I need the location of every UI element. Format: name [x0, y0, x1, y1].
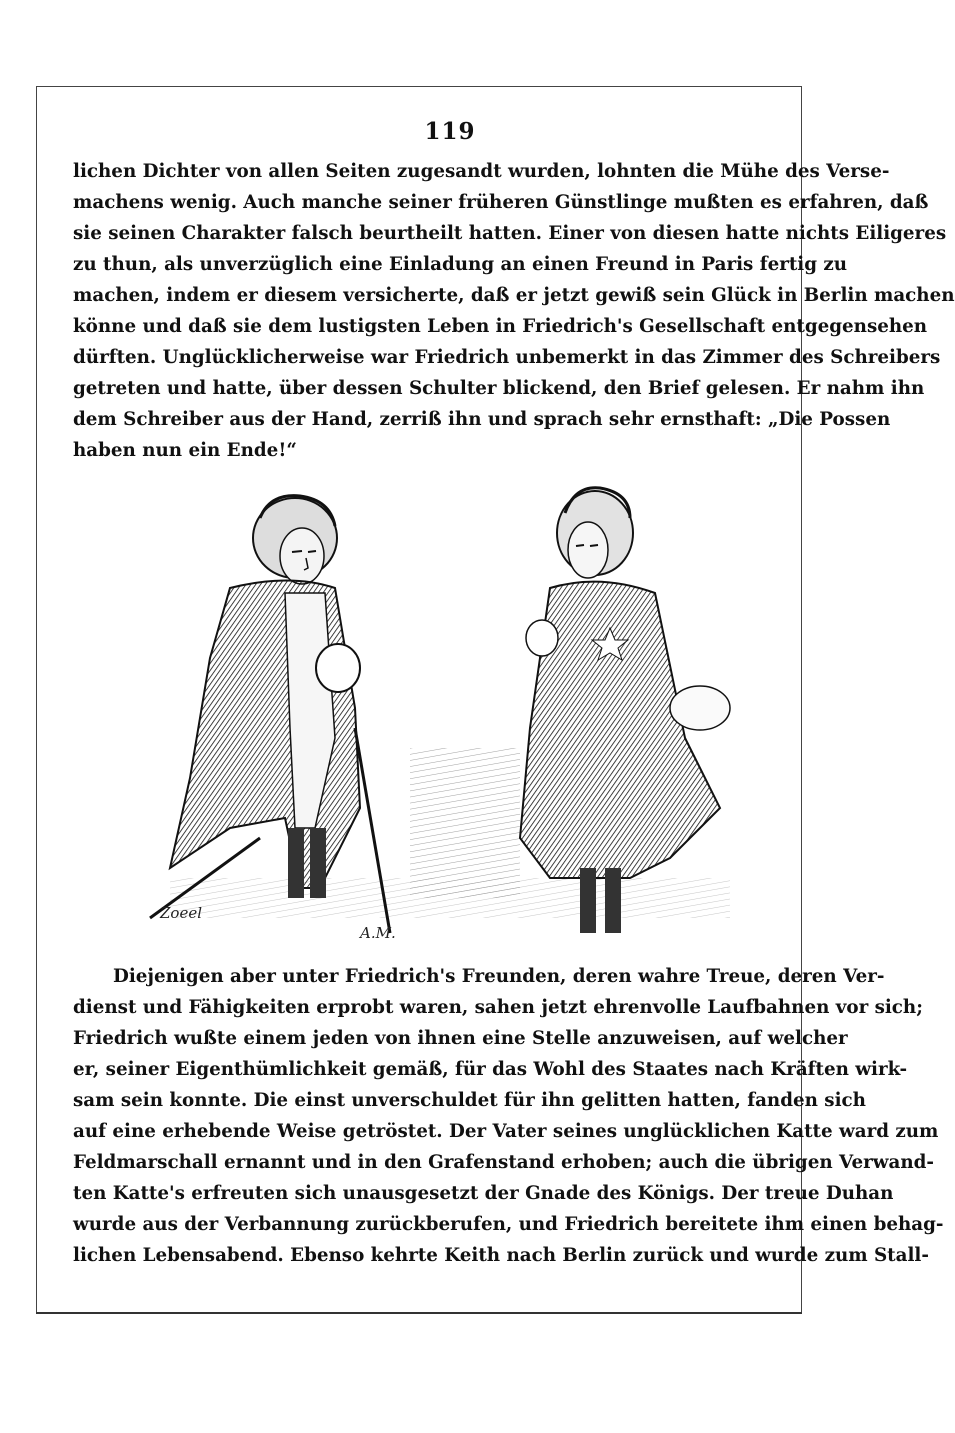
right-figure-young-king: [520, 488, 730, 933]
engraving-illustration: [110, 478, 790, 943]
text-line: auf eine erhebende Weise getröstet. Der Vater seines unglücklichen Katte ward zum: [73, 1121, 939, 1142]
text-line: sie seinen Charakter falsch beurtheilt hatten. Einer von diesen hatte nichts Eiligeres: [73, 223, 947, 244]
paragraph-bottom: [73, 961, 944, 1271]
text-line: machen, indem er diesem versicherte, daß er jetzt gewiß sein Glück in Berlin machen: [73, 285, 955, 306]
paragraph-top: [73, 156, 955, 466]
text-line: dürften. Unglücklicherweise war Friedrich unbemerkt in das Zimmer des Schreibers: [73, 347, 941, 368]
artist-signature-left: Zoeel: [160, 904, 203, 922]
artist-signature-right: A.M.: [360, 924, 396, 942]
text-line: sam sein konnte. Die einst unverschuldet für ihn gelitten hatten, fanden sich: [73, 1090, 866, 1111]
text-line: machens wenig. Auch manche seiner früheren Günstlinge mußten es erfahren, daß: [73, 192, 929, 213]
text-line: ten Katte's erfreuten sich unausgesetzt der Gnade des Königs. Der treue Duhan: [73, 1183, 894, 1204]
page-number: 119: [424, 118, 476, 145]
text-line: haben nun ein Ende!“: [73, 440, 297, 461]
left-figure-old-gentleman: [150, 496, 390, 933]
text-line: er, seiner Eigenthümlichkeit gemäß, für das Wohl des Staates nach Kräften wirk-: [73, 1059, 908, 1080]
text-line: Friedrich wußte einem jeden von ihnen eine Stelle anzuweisen, auf welcher: [73, 1028, 848, 1049]
text-line: dienst und Fähigkeiten erprobt waren, sahen jetzt ehrenvolle Laufbahnen vor sich;: [73, 997, 923, 1018]
text-line: Diejenigen aber unter Friedrich's Freunden, deren wahre Treue, deren Ver-: [113, 966, 885, 987]
text-line: zu thun, als unverzüglich eine Einladung an einen Freund in Paris fertig zu: [73, 254, 848, 275]
text-line: wurde aus der Verbannung zurückberufen, und Friedrich bereitete ihm einen behag-: [73, 1214, 944, 1235]
text-line: lichen Lebensabend. Ebenso kehrte Keith nach Berlin zurück und wurde zum Stall-: [73, 1245, 929, 1266]
text-line: getreten und hatte, über dessen Schulter blickend, den Brief gelesen. Er nahm ihn: [73, 378, 925, 399]
text-line: Feldmarschall ernannt und in den Grafenstand erhoben; auch die übrigen Verwand-: [73, 1152, 935, 1173]
text-line: könne und daß sie dem lustigsten Leben in Friedrich's Gesellschaft entgegensehen: [73, 316, 928, 337]
text-line: dem Schreiber aus der Hand, zerriß ihn und sprach sehr ernsthaft: „Die Possen: [73, 409, 891, 430]
text-line: lichen Dichter von allen Seiten zugesandt wurden, lohnten die Mühe des Verse-: [73, 161, 890, 182]
bottom-rule: [36, 1312, 802, 1314]
